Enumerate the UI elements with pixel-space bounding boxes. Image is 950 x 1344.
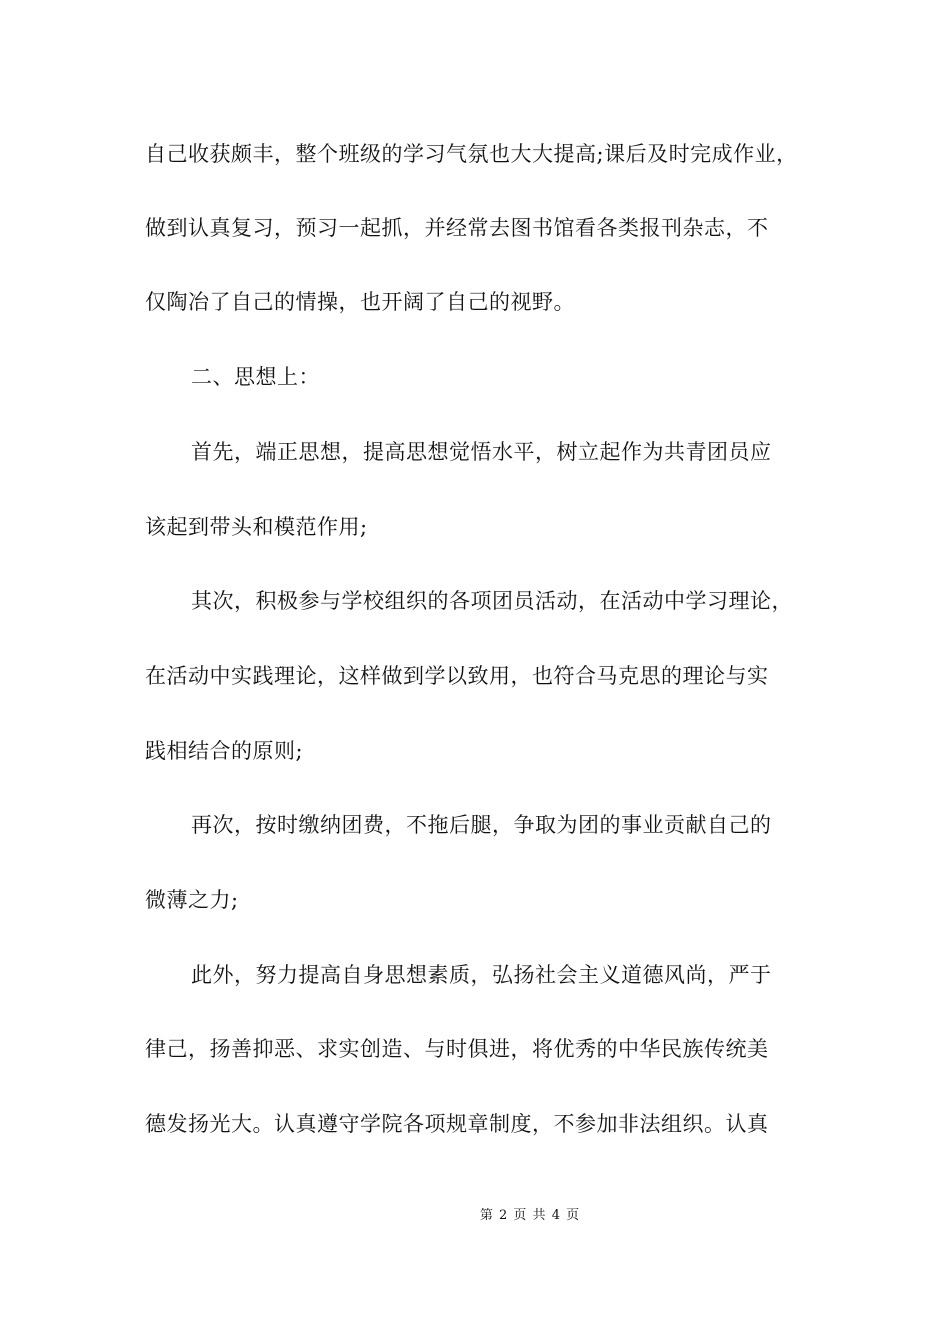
text-line-13: 律己，扬善抑恶、求实创造、与时俱进，将优秀的中华民族传统美: [145, 1037, 769, 1061]
text-line-8: 在活动中实践理论，这样做到学以致用，也符合马克思的理论与实: [145, 664, 769, 688]
text-line-1: 自己收获颇丰，整个班级的学习气氛也大大提高;课后及时完成作业，: [145, 142, 798, 166]
text-line-5: 首先，端正思想，提高思想觉悟水平，树立起作为共青团员应: [191, 440, 772, 464]
text-line-3: 仅陶冶了自己的情操，也开阔了自己的视野。: [145, 290, 575, 314]
text-line-10: 再次，按时缴纳团费，不拖后腿，争取为团的事业贡献自己的: [191, 813, 772, 837]
text-line-12: 此外，努力提高自身思想素质，弘扬社会主义道德风尚，严于: [191, 963, 772, 987]
page-number-footer: 第 2 页 共 4 页: [479, 1208, 581, 1223]
text-line-14: 德发扬光大。认真遵守学院各项规章制度，不参加非法组织。认真: [145, 1112, 769, 1136]
text-line-9: 践相结合的原则;: [145, 739, 304, 763]
text-line-2: 做到认真复习，预习一起抓，并经常去图书馆看各类报刊杂志，不: [145, 216, 769, 240]
section-heading: 二、思想上：: [191, 365, 320, 389]
text-line-11: 微薄之力;: [145, 888, 239, 912]
text-line-7: 其次，积极参与学校组织的各项团员活动，在活动中学习理论，: [191, 589, 793, 613]
text-line-6: 该起到带头和模范作用;: [145, 515, 368, 539]
